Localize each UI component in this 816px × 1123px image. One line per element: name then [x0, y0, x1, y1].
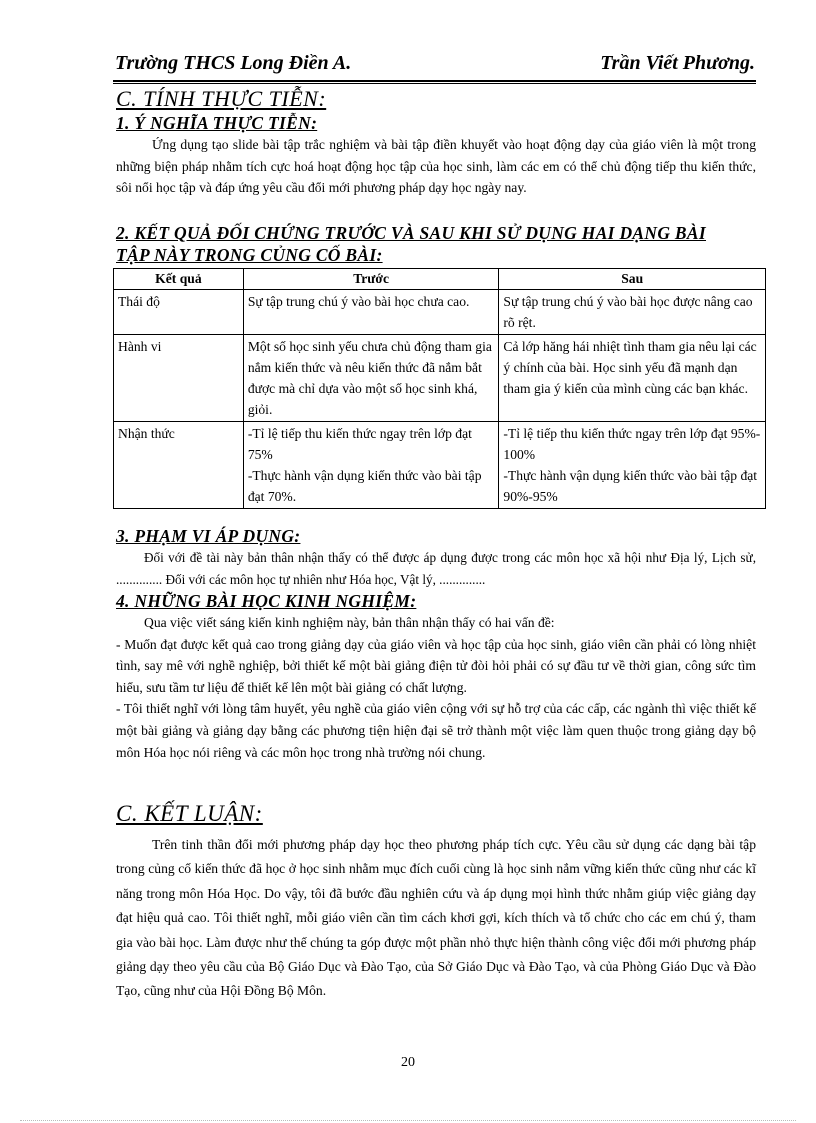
section-title-practicality: C. TÍNH THỰC TIỄN: — [116, 86, 327, 111]
column-header-result: Kết quả — [114, 269, 244, 290]
page-bottom-edge — [20, 1120, 796, 1121]
subsection-title-results — [116, 222, 706, 266]
subsection-title-meaning: 1. Ý NGHĨA THỰC TIỄN: — [116, 113, 318, 133]
cell-after: Cả lớp hăng hái nhiệt tình tham gia nêu lại các ý chính của bài. Học sinh yếu đã mạnh dạn tham gia ý kiến của mình cùng các bạn khác. — [499, 335, 766, 422]
section-title-conclusion: C. KẾT LUẬN: — [116, 801, 263, 826]
page-header — [115, 52, 755, 78]
paragraph-meaning — [116, 134, 756, 199]
lessons-point-2: - Tôi thiết nghĩ với lòng tâm huyết, yêu nghề của giáo viên cộng với sự hỗ trợ của các cấp, các ngành thì việc thiết kế một bài giảng và giảng dạy bằng các phương tiện hiện đại sẽ trở thành một việc làm quen thuộc trong giảng dạy bộ môn Hóa học nói riêng và các môn học trong nhà trường nói chung. — [116, 701, 756, 760]
paragraph-meaning-text: Ứng dụng tạo slide bài tập trắc nghiệm và bài tập điền khuyết vào hoạt động dạy của giáo viên là một trong những biện pháp nhằm tích cực hoá hoạt động học tập của học sinh, làm các em có thể chủ động tiếp thu kiến thức, sôi nổi học tập và đáp ứng yêu cầu đổi mới phương pháp dạy học ngày nay. — [116, 137, 756, 196]
table-row — [114, 422, 766, 509]
table-row — [114, 335, 766, 422]
cell-after — [499, 422, 766, 509]
header-rule — [113, 80, 756, 82]
row-label-behavior: Hành vi — [114, 335, 244, 422]
table-row — [114, 290, 766, 335]
results-title-line-2: TẬP NÀY TRONG CỦNG CỐ BÀI: — [116, 245, 383, 265]
paragraph-conclusion-text: Trên tinh thần đổi mới phương pháp dạy học theo phương pháp tích cực. Yêu cầu sử dụng các dạng bài tập trong củng cố kiến thức đã học ở học sinh nhằm mục đích cuối cùng là học sinh nắm vững kiến thức cũng như các kĩ năng trong môn Hóa Học. Do vậy, tôi đã bước đầu nghiên cứu và áp dụng mọi hình thức nhằm giúp việc giảng dạy đạt hiệu quả cao. Tôi thiết nghĩ, mỗi giáo viên cần tìm cách khơi gợi, kích thích và tổ chức cho các em chú ý, tham gia vào bài học. Làm được như thế chúng ta góp được một phần nhỏ thực hiện thành công việc đổi mới phương pháp giảng dạy theo yêu cầu của Bộ Giáo Dục và Đào Tạo, của Sở Giáo Dục và Đào Tạo, và của Phòng Giáo Dục và Đào Tạo, cũng như của Hội Đồng Bộ Môn. — [116, 837, 756, 999]
cell-before: Một số học sinh yếu chưa chủ động tham gia nắm kiến thức và nêu kiến thức đã nắm bắt được mà chỉ dựa vào một số học sinh khá, giỏi. — [243, 335, 499, 422]
cell-after-line-2: -Thực hành vận dụng kiến thức vào bài tập đạt 90%-95% — [503, 468, 758, 504]
comparison-table — [113, 268, 766, 509]
paragraph-lessons — [116, 612, 756, 763]
page-number: 20 — [401, 1055, 415, 1070]
cell-before-line-2: -Thực hành vận dụng kiến thức vào bài tập đạt 70%. — [247, 468, 482, 504]
paragraph-scope-text: Đối với đề tài này bản thân nhận thấy có thể được áp dụng được trong các môn học xã hội như Địa lý, Lịch sử, .............. Đối với các môn học tự nhiên như Hóa học, Vật lý, .............. — [116, 550, 756, 587]
cell-before: Sự tập trung chú ý vào bài học chưa cao. — [243, 290, 499, 335]
subsection-title-scope: 3. PHẠM VI ÁP DỤNG: — [116, 526, 301, 546]
lessons-intro-text: Qua việc viết sáng kiến kinh nghiệm này, bản thân nhận thấy có hai vấn đề: — [144, 615, 555, 630]
lessons-point-1: - Muốn đạt được kết quả cao trong giảng dạy của giáo viên và học tập của học sinh, giáo viên cần phải có lòng nhiệt tình, say mê với nghề nghiệp, bởi thiết kế một bài giảng điện tử đòi hỏi phải có sự đầu tư về thời gian, công sức tìm hiểu, sưu tầm tư liệu để thiết kế lên một bài giảng có chất lượng. — [116, 636, 756, 695]
table-header-row — [114, 269, 766, 290]
subsection-title-lessons: 4. NHỮNG BÀI HỌC KINH NGHIỆM: — [116, 591, 417, 611]
results-title-line-1: 2. KẾT QUẢ ĐỐI CHỨNG TRƯỚC VÀ SAU KHI SỬ DỤNG HAI DẠNG BÀI — [116, 223, 706, 243]
lessons-intro — [116, 612, 756, 634]
column-header-before: Trước — [243, 269, 499, 290]
cell-before — [243, 422, 499, 509]
cell-before-line-1: -Tỉ lệ tiếp thu kiến thức ngay trên lớp đạt 75% — [247, 426, 472, 462]
column-header-after: Sau — [499, 269, 766, 290]
row-label-attitude: Thái độ — [114, 290, 244, 335]
cell-after: Sự tập trung chú ý vào bài học được nâng cao rõ rệt. — [499, 290, 766, 335]
header-author-name: Trần Viết Phương. — [600, 52, 755, 74]
cell-after-line-1: -Tỉ lệ tiếp thu kiến thức ngay trên lớp đạt 95%- 100% — [503, 426, 761, 462]
header-school-name: Trường THCS Long Điền A. — [115, 52, 352, 74]
paragraph-scope — [116, 547, 756, 590]
paragraph-conclusion — [116, 833, 756, 1004]
header-rule-thin — [113, 83, 756, 84]
row-label-cognition: Nhận thức — [114, 422, 244, 509]
